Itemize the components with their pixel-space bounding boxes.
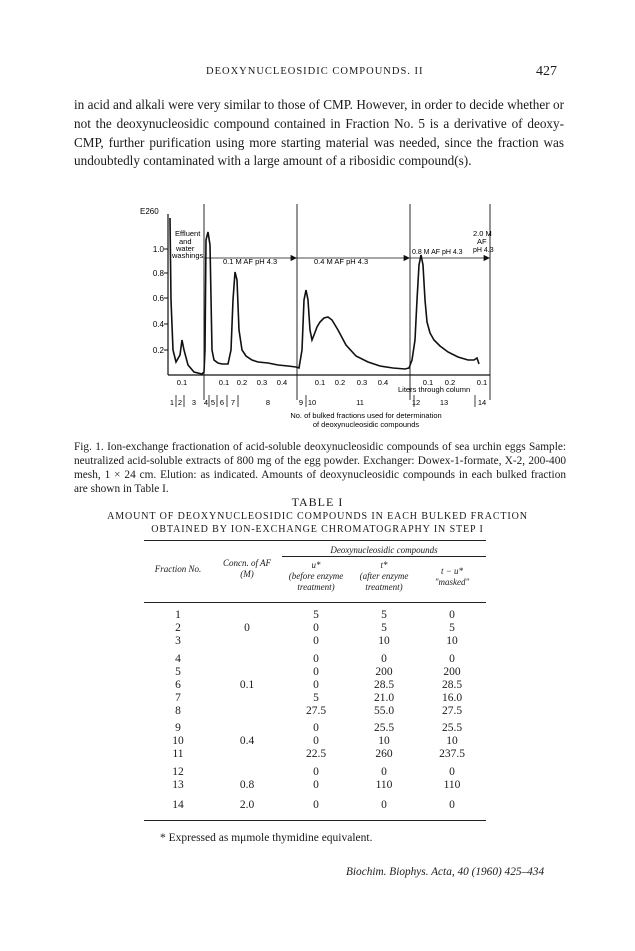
region-label: 0.4 M AF pH 4.3 [314,257,369,266]
cell-concn: 2.0 [239,799,255,811]
region-label: water [176,244,195,253]
cell-t-minus-u: 0 [449,766,455,778]
cell-t-minus-u: 10 [446,735,458,747]
cell-u: 27.5 [305,705,327,717]
x-axis-label-fractions-2: of deoxynucleosidic compounds [312,420,420,429]
fraction-number: 3 [191,398,197,407]
cell-concn: 0.1 [239,679,255,691]
cell-t: 110 [375,779,393,791]
header-t-minus-u [418,566,486,588]
x-axis-label-liters: Liters through column [398,385,471,394]
absorbance-curve [170,218,479,374]
header-t-line: (after enzyme [359,571,409,581]
table-top-rule [144,540,486,541]
y-tick-label: 0.4 [152,320,164,329]
cell-u: 0 [313,666,319,678]
header-u-line: treatment) [297,582,335,592]
fraction-number: 9 [298,398,304,407]
cell-t-minus-u: 10 [446,635,458,647]
header-fraction-no: Fraction No. [154,564,202,574]
running-title: DEOXYNUCLEOSIDIC COMPOUNDS. II [206,66,424,77]
table-caption-line: OBTAINED BY ION-EXCHANGE CHROMATOGRAPHY IN STEP I [151,524,484,535]
region-label: and [179,237,192,246]
cell-t: 0 [381,799,387,811]
header-u-line: u* [311,560,321,570]
cell-fraction-no: 9 [175,722,181,734]
header-t-line: treatment) [365,582,403,592]
region-label: 2.0 M [473,229,492,238]
x-tick-label: 0.3 [256,378,268,387]
cell-t-minus-u: 0 [449,799,455,811]
header-u [282,560,350,593]
journal-citation: Biochim. Biophys. Acta, 40 (1960) 425–434 [346,866,545,878]
cell-u: 0 [313,635,319,647]
cell-t-minus-u: 110 [443,779,461,791]
table-bottom-rule [144,820,486,821]
x-tick-label: 0.4 [276,378,288,387]
cell-t: 200 [375,666,393,678]
x-tick-label: 0.2 [334,378,346,387]
header-t-line: t* [380,560,388,570]
table-caption-line: AMOUNT OF DEOXYNUCLEOSIDIC COMPOUNDS IN EACH BULKED FRACTION [107,511,528,522]
page-number: 427 [536,64,557,79]
cell-fraction-no: 10 [172,735,184,747]
table-label: TABLE I [291,495,344,509]
table-caption [0,510,635,536]
header-t [350,560,418,593]
fraction-number: 1 [169,398,175,407]
chromatogram-figure [118,200,528,432]
group-header: Deoxynucleosidic compounds [330,545,438,555]
fraction-number: 4 [203,398,209,407]
cell-t: 5 [381,609,387,621]
region-label: 0.8 M AF pH 4.3 [412,249,463,256]
fraction-number: 14 [477,398,487,407]
cell-fraction-no: 12 [172,766,184,778]
cell-t: 10 [378,735,390,747]
cell-u: 0 [313,622,319,634]
elution-region-dividers [204,204,490,400]
cell-t: 10 [378,635,390,647]
cell-t: 0 [381,766,387,778]
cell-fraction-no: 7 [175,692,181,704]
cell-t: 25.5 [373,722,395,734]
table-header-rule [144,602,486,603]
cell-t-minus-u: 200 [443,666,461,678]
header-concn [212,558,282,580]
cell-t-minus-u: 16.0 [441,692,463,704]
cell-u: 0 [313,653,319,665]
region-label: 0.1 M AF pH 4.3 [223,257,278,266]
cell-t-minus-u: 28.5 [441,679,463,691]
fraction-number: 11 [356,398,364,407]
y-tick-label: 1.0 [152,245,164,254]
x-tick-label: 0.2 [236,378,248,387]
cell-t-minus-u: 237.5 [439,748,465,760]
cell-t-minus-u: 0 [449,653,455,665]
cell-t-minus-u: 5 [449,622,455,634]
fraction-number: 8 [265,398,271,407]
cell-u: 0 [313,779,319,791]
header-tu-line: t − u* [440,566,464,576]
x-tick-label: 0.1 [176,378,188,387]
cell-t-minus-u: 27.5 [441,705,463,717]
fraction-number: 10 [307,398,317,407]
cell-t: 5 [381,622,387,634]
cell-u: 0 [313,735,319,747]
cell-fraction-no: 13 [172,779,184,791]
cell-t-minus-u: 25.5 [441,722,463,734]
cell-t: 55.0 [373,705,395,717]
x-tick-label: 0.3 [356,378,368,387]
cell-fraction-no: 4 [175,653,181,665]
cell-t: 0 [381,653,387,665]
cell-concn: 0.8 [239,779,255,791]
cell-t: 21.0 [373,692,395,704]
cell-u: 22.5 [305,748,327,760]
table-footnote: * Expressed as mμmole thymidine equivalent. [160,832,373,844]
cell-u: 0 [313,799,319,811]
header-concn-line: Concn. of AF [222,558,272,568]
y-tick-label: 0.6 [152,294,164,303]
x-tick-label: 0.4 [377,378,389,387]
x-tick-label: 0.1 [218,378,230,387]
fraction-number: 6 [219,398,225,407]
y-tick-label: 0.8 [152,269,164,278]
cell-u: 5 [313,692,319,704]
fraction-number: 5 [210,398,216,407]
x-axis-label-fractions: No. of bulked fractions used for determination [290,411,442,420]
region-label: Effluent [175,229,201,238]
header-tu-line: "masked" [434,577,470,587]
x-tick-label: 0.1 [422,378,434,387]
figure-caption: Fig. 1. Ion-exchange fractionation of acid-soluble deoxynucleosidic compounds of sea urchin eggs Sample: neutralized acid-soluble extracts of 800 mg of the egg powder. Exchanger: Dowex-1-formate, X-2, 200-400 mesh, 1 × 24 cm. Elution: as indicated. Amounts of deoxynucleosidic compounds in each bulked fraction are shown in Table I. [74,441,566,495]
cell-u: 5 [313,609,319,621]
region-label: pH 4.3 [473,247,494,254]
cell-fraction-no: 5 [175,666,181,678]
cell-fraction-no: 11 [172,748,184,760]
fraction-number: 12 [411,398,421,407]
cell-concn: 0 [244,622,250,634]
cell-fraction-no: 2 [175,622,181,634]
cell-t: 260 [375,748,393,760]
cell-fraction-no: 1 [175,609,181,621]
cell-concn: 0.4 [239,735,255,747]
cell-t-minus-u: 0 [449,609,455,621]
fraction-number: 2 [177,398,183,407]
cell-fraction-no: 3 [175,635,181,647]
fraction-number: 13 [439,398,449,407]
y-tick-label: 0.2 [152,346,164,355]
cell-fraction-no: 14 [172,799,184,811]
cell-u: 0 [313,722,319,734]
x-tick-label: 0.1 [314,378,326,387]
y-axis-title: E260 [140,207,159,216]
region-label: AF [477,237,487,246]
region-label: washings [172,251,204,260]
cell-fraction-no: 8 [175,705,181,717]
table-group-rule [282,556,486,557]
cell-fraction-no: 6 [175,679,181,691]
cell-t: 28.5 [373,679,395,691]
cell-u: 0 [313,766,319,778]
fraction-number: 7 [230,398,236,407]
cell-u: 0 [313,679,319,691]
body-paragraph: in acid and alkali were very similar to those of CMP. However, in order to decide whether or not the deoxynucleosidic compound contained in Fraction No. 5 is a derivative of deoxy-CMP, further purification using more starting material was needed, since the fraction was undoubtedly contaminated with a large amount of a ribosidic compound(s). [74,97,564,169]
x-tick-label: 0.2 [444,378,456,387]
header-concn-line: (M) [240,569,254,579]
header-u-line: (before enzyme [288,571,344,581]
x-tick-label: 0.1 [476,378,488,387]
